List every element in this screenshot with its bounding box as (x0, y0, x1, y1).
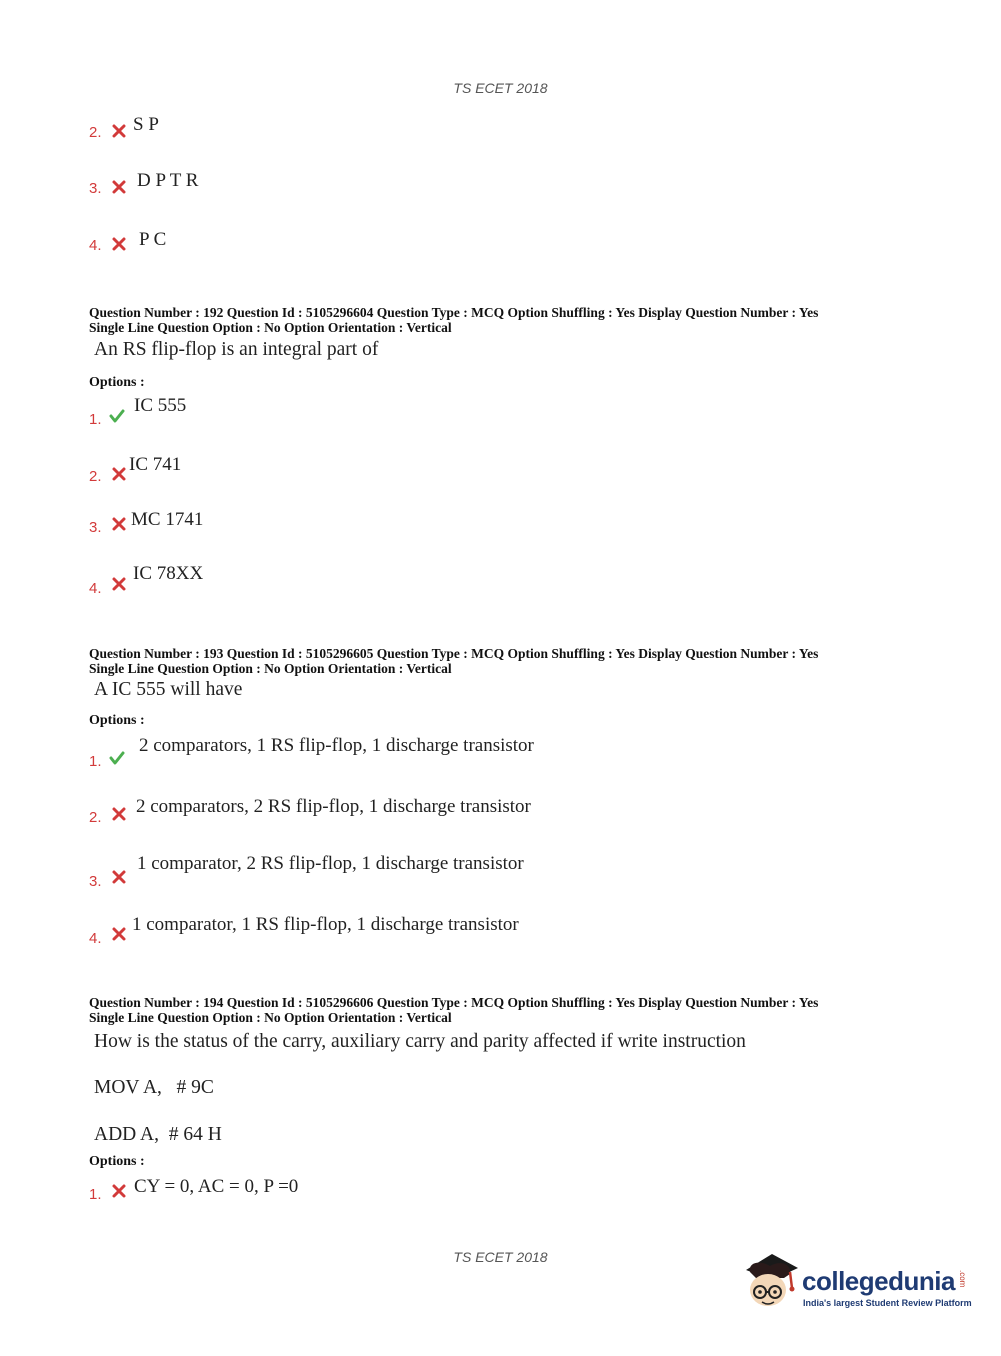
option-text: CY = 0, AC = 0, P =0 (134, 1176, 299, 1197)
option-text: 1 comparator, 1 RS flip-flop, 1 discharge transistor (132, 914, 519, 935)
option-number: 1. (89, 411, 102, 428)
check-icon (109, 750, 125, 766)
options-label: Options : (89, 713, 145, 728)
option-text: D P T R (137, 170, 199, 191)
option-text: MC 1741 (131, 509, 204, 530)
option-text: 2 comparators, 1 RS flip-flop, 1 discharge transistor (139, 735, 534, 756)
check-icon (109, 408, 125, 424)
meta-line: Single Line Question Option : No Option Orientation : Vertical (89, 1010, 452, 1025)
option-number: 3. (89, 873, 102, 890)
option-number: 2. (89, 124, 102, 141)
meta-line: Question Number : 192 Question Id : 5105296604 Question Type : MCQ Option Shuffling : Yes Display Question Number : Yes (89, 305, 819, 320)
option-text: 2 comparators, 2 RS flip-flop, 1 discharge transistor (136, 796, 531, 817)
cross-icon (111, 926, 127, 942)
cross-icon (111, 179, 127, 195)
option-text: S P (133, 114, 159, 135)
page-header: TS ECET 2018 (453, 80, 548, 96)
brand-name: collegedunia (802, 1266, 955, 1296)
option-text: P C (139, 229, 167, 250)
option-text: IC 555 (134, 395, 187, 416)
option-number: 4. (89, 237, 102, 254)
option-number: 1. (89, 1186, 102, 1203)
option-1 (89, 735, 689, 777)
option-number: 2. (89, 809, 102, 826)
prev-option-2 (89, 114, 389, 148)
option-1 (89, 395, 389, 435)
option-text: IC 741 (129, 454, 182, 475)
cross-icon (111, 466, 127, 482)
prev-option-4 (89, 231, 389, 261)
cross-icon (111, 806, 127, 822)
options-label: Options : (89, 375, 145, 390)
question-meta (89, 995, 818, 1025)
option-number: 3. (89, 180, 102, 197)
cross-icon (111, 516, 127, 532)
question-text: How is the status of the carry, auxiliary carry and parity affected if write instruction (94, 1031, 746, 1052)
code-line: MOV A, # 9C (94, 1077, 214, 1098)
brand-tagline: India's largest Student Review Platform (803, 1298, 972, 1308)
meta-line: Question Number : 193 Question Id : 5105296605 Question Type : MCQ Option Shuffling : Yes Display Question Number : Yes (89, 646, 819, 661)
question-meta (89, 646, 818, 676)
mascot-icon (740, 1248, 800, 1318)
question-meta (89, 305, 818, 335)
option-text: IC 78XX (133, 563, 204, 584)
cross-icon (111, 236, 127, 252)
option-3 (89, 853, 689, 897)
collegedunia-logo (740, 1248, 970, 1320)
question-text: A IC 555 will have (94, 679, 243, 700)
options-label: Options : (89, 1154, 145, 1169)
option-number: 4. (89, 930, 102, 947)
brand-tld: .com (958, 1270, 967, 1288)
meta-line: Question Number : 194 Question Id : 5105296606 Question Type : MCQ Option Shuffling : Yes Display Question Number : Yes (89, 995, 819, 1010)
option-1 (89, 1176, 489, 1210)
meta-line: Single Line Question Option : No Option Orientation : Vertical (89, 661, 452, 676)
option-2 (89, 454, 389, 492)
meta-line: Single Line Question Option : No Option Orientation : Vertical (89, 320, 452, 335)
option-number: 2. (89, 468, 102, 485)
page-footer: TS ECET 2018 (453, 1249, 548, 1265)
option-text: 1 comparator, 2 RS flip-flop, 1 discharge transistor (137, 853, 524, 874)
code-line: ADD A, # 64 H (94, 1124, 222, 1145)
cross-icon (111, 1183, 127, 1199)
cross-icon (111, 869, 127, 885)
option-4 (89, 563, 389, 604)
option-number: 3. (89, 519, 102, 536)
question-text: An RS flip-flop is an integral part of (94, 339, 379, 360)
option-4 (89, 914, 689, 954)
option-number: 4. (89, 580, 102, 597)
cross-icon (111, 576, 127, 592)
prev-option-3 (89, 170, 389, 204)
option-2 (89, 796, 689, 833)
option-3 (89, 509, 389, 543)
cross-icon (111, 123, 127, 139)
option-number: 1. (89, 753, 102, 770)
